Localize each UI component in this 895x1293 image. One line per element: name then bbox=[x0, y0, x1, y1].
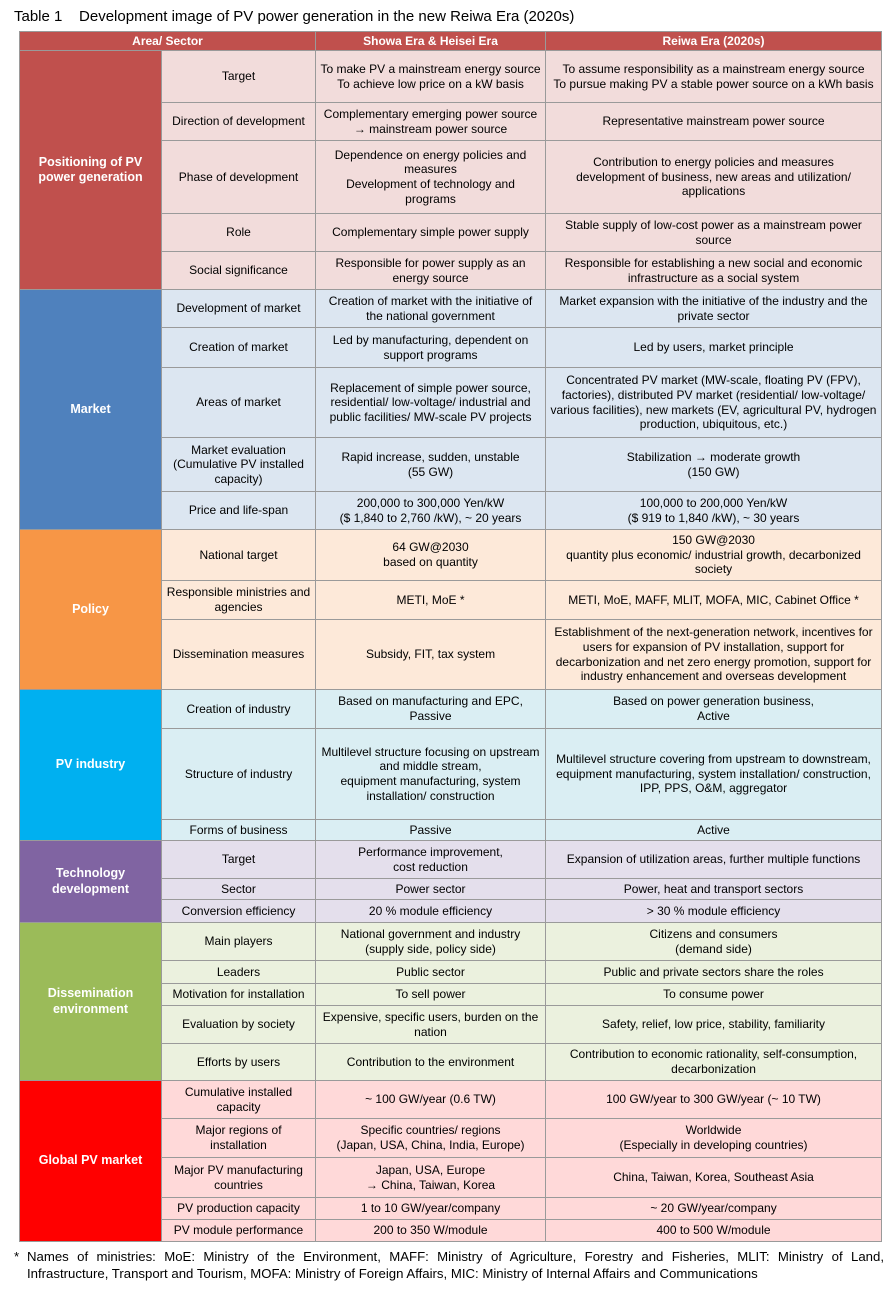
reiwa-cell bbox=[546, 328, 882, 368]
sector-cell bbox=[162, 841, 316, 879]
sector-cell-text: Target bbox=[221, 69, 256, 84]
showa-heisei-cell bbox=[316, 984, 546, 1006]
sector-cell bbox=[162, 252, 316, 290]
showa-heisei-cell bbox=[316, 1119, 546, 1158]
table-row bbox=[20, 690, 882, 729]
group-label-policy: Policy bbox=[20, 530, 162, 690]
showa-heisei-cell bbox=[316, 1198, 546, 1220]
reiwa-cell-text: > 30 % module efficiency bbox=[646, 903, 781, 918]
showa-heisei-cell-text: Dependence on energy policies and measures Development of technology and programs bbox=[334, 147, 527, 206]
footnote bbox=[14, 1248, 884, 1282]
reiwa-cell-text: To assume responsibility as a mainstream energy source To pursue making PV a stable power source on a kWh basis bbox=[553, 61, 874, 91]
reiwa-cell bbox=[546, 1198, 882, 1220]
sector-cell-text: Evaluation by society bbox=[182, 1017, 295, 1032]
showa-heisei-cell-text: Power sector bbox=[395, 881, 466, 896]
reiwa-cell-text: Worldwide (Especially in developing countries) bbox=[619, 1123, 808, 1152]
sector-cell bbox=[162, 1081, 316, 1119]
sector-cell bbox=[162, 530, 316, 581]
sector-cell bbox=[162, 879, 316, 900]
reiwa-cell-text: Expansion of utilization areas, further multiple functions bbox=[566, 852, 861, 867]
showa-heisei-cell bbox=[316, 1220, 546, 1242]
reiwa-cell-text: Responsible for establishing a new social and economic infrastructure as a social system bbox=[564, 255, 863, 285]
sector-cell-text: Motivation for installation bbox=[172, 987, 305, 1002]
sector-cell bbox=[162, 492, 316, 530]
pv-development-table bbox=[19, 31, 882, 1242]
showa-heisei-cell bbox=[316, 328, 546, 368]
sector-cell bbox=[162, 214, 316, 252]
sector-cell bbox=[162, 961, 316, 984]
table-row bbox=[20, 290, 882, 328]
sector-cell-text: Cumulative installed capacity bbox=[184, 1084, 293, 1114]
reiwa-cell bbox=[546, 984, 882, 1006]
sector-cell-text: Target bbox=[221, 852, 256, 867]
table-body bbox=[20, 51, 882, 1242]
table-row bbox=[20, 923, 882, 961]
sector-cell-text: Role bbox=[226, 225, 251, 240]
reiwa-cell bbox=[546, 492, 882, 530]
reiwa-cell bbox=[546, 438, 882, 492]
showa-heisei-cell-text: 200 to 350 W/module bbox=[373, 1223, 488, 1238]
sector-cell bbox=[162, 438, 316, 492]
sector-cell-text: Responsible ministries and agencies bbox=[166, 585, 311, 614]
showa-heisei-cell-text: Complementary simple power supply bbox=[332, 225, 529, 240]
sector-cell-text: Creation of industry bbox=[186, 701, 291, 716]
reiwa-cell bbox=[546, 530, 882, 581]
sector-cell-text: Creation of market bbox=[189, 340, 288, 355]
showa-heisei-cell bbox=[316, 530, 546, 581]
reiwa-cell bbox=[546, 1081, 882, 1119]
table-row bbox=[20, 51, 882, 103]
sector-cell bbox=[162, 820, 316, 841]
sector-cell bbox=[162, 900, 316, 923]
showa-heisei-cell-text: Complementary emerging power source → mainstream power source bbox=[323, 106, 538, 136]
showa-heisei-cell-text: Public sector bbox=[396, 964, 465, 979]
sector-cell-text: Social significance bbox=[189, 263, 288, 278]
showa-heisei-cell bbox=[316, 1081, 546, 1119]
showa-heisei-cell-text: 1 to 10 GW/year/company bbox=[360, 1201, 501, 1216]
group-label-market: Market bbox=[20, 290, 162, 530]
sector-cell-text: Structure of industry bbox=[184, 766, 293, 781]
sector-cell-text: Conversion efficiency bbox=[181, 903, 296, 918]
showa-heisei-cell bbox=[316, 1158, 546, 1198]
showa-heisei-cell-text: METI, MoE * bbox=[396, 592, 465, 607]
sector-cell-text: Major PV manufacturing countries bbox=[174, 1162, 303, 1192]
showa-heisei-cell bbox=[316, 961, 546, 984]
reiwa-cell bbox=[546, 690, 882, 729]
showa-heisei-cell-text: Responsible for power supply as an energy source bbox=[335, 255, 526, 285]
showa-heisei-cell-text: National government and industry (supply side, policy side) bbox=[340, 926, 521, 956]
reiwa-cell-text: Contribution to energy policies and measures development of business, new areas and utilization/ applications bbox=[576, 155, 851, 199]
reiwa-cell bbox=[546, 103, 882, 141]
reiwa-cell-text: ~ 20 GW/year/company bbox=[650, 1201, 777, 1216]
sector-cell bbox=[162, 1198, 316, 1220]
reiwa-cell-text: Multilevel structure covering from upstream to downstream, equipment manufacturing, system installation/ construction, IPP, PPS, O&M, aggregator bbox=[556, 752, 871, 796]
showa-heisei-cell bbox=[316, 581, 546, 620]
showa-heisei-cell-text: 64 GW@2030 based on quantity bbox=[383, 540, 478, 569]
reiwa-cell bbox=[546, 1119, 882, 1158]
showa-heisei-cell-text: Rapid increase, sudden, unstable (55 GW) bbox=[341, 449, 520, 479]
sector-cell-text: PV module performance bbox=[173, 1223, 304, 1238]
sector-cell-text: Areas of market bbox=[196, 395, 281, 410]
sector-cell-text: Market evaluation (Cumulative PV installed capacity) bbox=[173, 442, 304, 486]
reiwa-cell bbox=[546, 368, 882, 438]
reiwa-cell bbox=[546, 841, 882, 879]
showa-heisei-cell-text: Passive bbox=[409, 822, 452, 837]
sector-cell-text: Price and life-span bbox=[188, 503, 289, 518]
reiwa-cell bbox=[546, 51, 882, 103]
sector-cell-text: National target bbox=[199, 547, 278, 562]
sector-cell bbox=[162, 729, 316, 820]
showa-heisei-cell bbox=[316, 141, 546, 214]
showa-heisei-cell bbox=[316, 820, 546, 841]
reiwa-cell bbox=[546, 900, 882, 923]
sector-cell bbox=[162, 1006, 316, 1044]
showa-heisei-cell-text: To make PV a mainstream energy source To achieve low price on a kW basis bbox=[320, 61, 541, 91]
sector-cell bbox=[162, 620, 316, 690]
showa-heisei-cell bbox=[316, 252, 546, 290]
sector-cell-text: Dissemination measures bbox=[172, 647, 305, 662]
reiwa-cell-text: Concentrated PV market (MW-scale, floating PV (FPV), factories), distributed PV market (residential/ low-voltage/ various facilities), new markets (EV, agricultural PV, hydrogen production, ubiquitous, etc.) bbox=[550, 373, 877, 432]
showa-heisei-cell bbox=[316, 51, 546, 103]
group-label-positioning: Positioning of PV power generation bbox=[20, 51, 162, 290]
showa-heisei-cell bbox=[316, 438, 546, 492]
showa-heisei-cell bbox=[316, 620, 546, 690]
showa-heisei-cell-text: Contribution to the environment bbox=[346, 1054, 515, 1069]
footnote-mark: * bbox=[14, 1249, 20, 1264]
reiwa-cell bbox=[546, 290, 882, 328]
reiwa-cell-text: Stable supply of low-cost power as a mainstream power source bbox=[565, 217, 862, 247]
showa-heisei-cell-text: 200,000 to 300,000 Yen/kW ($ 1,840 to 2,760 /kW), ~ 20 years bbox=[339, 495, 522, 525]
sector-cell bbox=[162, 51, 316, 103]
reiwa-cell bbox=[546, 1044, 882, 1081]
sector-cell bbox=[162, 581, 316, 620]
sector-cell-text: PV production capacity bbox=[177, 1201, 300, 1216]
reiwa-cell-text: Based on power generation business, Active bbox=[613, 694, 814, 723]
reiwa-cell bbox=[546, 923, 882, 961]
sector-cell-text: Forms of business bbox=[189, 822, 288, 837]
group-label-technology: Technology development bbox=[20, 841, 162, 923]
sector-cell bbox=[162, 1044, 316, 1081]
sector-cell-text: Main players bbox=[204, 934, 273, 949]
sector-cell-text: Direction of development bbox=[172, 114, 305, 129]
header-showa-heisei: Showa Era & Heisei Era bbox=[316, 32, 546, 51]
reiwa-cell bbox=[546, 141, 882, 214]
showa-heisei-cell bbox=[316, 492, 546, 530]
reiwa-cell bbox=[546, 879, 882, 900]
sector-cell-text: Development of market bbox=[176, 301, 301, 316]
reiwa-cell bbox=[546, 581, 882, 620]
reiwa-cell bbox=[546, 214, 882, 252]
reiwa-cell-text: 400 to 500 W/module bbox=[656, 1223, 771, 1238]
showa-heisei-cell bbox=[316, 1044, 546, 1081]
showa-heisei-cell-text: Replacement of simple power source, residential/ low-voltage/ industrial and public facilities/ MW-scale PV projects bbox=[329, 380, 532, 424]
sector-cell-text: Phase of development bbox=[178, 169, 299, 184]
reiwa-cell bbox=[546, 1220, 882, 1242]
showa-heisei-cell-text: Based on manufacturing and EPC, Passive bbox=[338, 694, 523, 723]
header-area-sector: Area/ Sector bbox=[20, 32, 316, 51]
reiwa-cell-text: Stabilization → moderate growth (150 GW) bbox=[626, 449, 801, 479]
showa-heisei-cell-text: Specific countries/ regions (Japan, USA, China, India, Europe) bbox=[336, 1123, 525, 1152]
showa-heisei-cell bbox=[316, 900, 546, 923]
table-row bbox=[20, 530, 882, 581]
footnote-text: Names of ministries: MoE: Ministry of the Environment, MAFF: Ministry of Agriculture, Forestry and Fisheries, MLIT: Ministry of Land, Infrastructure, Transport and Tourism, MOFA: Ministry of Foreign Affairs, MIC: Ministry of Internal Affairs and Communications bbox=[27, 1249, 884, 1281]
sector-cell bbox=[162, 1119, 316, 1158]
reiwa-cell bbox=[546, 820, 882, 841]
reiwa-cell-text: China, Taiwan, Korea, Southeast Asia bbox=[613, 1170, 814, 1185]
showa-heisei-cell bbox=[316, 923, 546, 961]
reiwa-cell bbox=[546, 252, 882, 290]
showa-heisei-cell bbox=[316, 879, 546, 900]
reiwa-cell bbox=[546, 961, 882, 984]
sector-cell bbox=[162, 368, 316, 438]
reiwa-cell-text: 100 GW/year to 300 GW/year (~ 10 TW) bbox=[606, 1092, 821, 1107]
sector-cell bbox=[162, 690, 316, 729]
showa-heisei-cell-text: Creation of market with the initiative of the national government bbox=[328, 293, 533, 323]
showa-heisei-cell-text: Led by manufacturing, dependent on support programs bbox=[332, 332, 529, 362]
header-reiwa: Reiwa Era (2020s) bbox=[546, 32, 882, 51]
group-label-dissemination: Dissemination environment bbox=[20, 923, 162, 1081]
showa-heisei-cell bbox=[316, 290, 546, 328]
reiwa-cell-text: Power, heat and transport sectors bbox=[623, 881, 804, 896]
showa-heisei-cell bbox=[316, 103, 546, 141]
sector-cell-text: Major regions of installation bbox=[195, 1123, 282, 1152]
reiwa-cell bbox=[546, 1158, 882, 1198]
table-caption: Table 1 Development image of PV power generation in the new Reiwa Era (2020s) bbox=[14, 8, 575, 25]
reiwa-cell-text: Safety, relief, low price, stability, familiarity bbox=[602, 1017, 825, 1032]
reiwa-cell-text: Led by users, market principle bbox=[633, 340, 794, 355]
reiwa-cell-text: Representative mainstream power source bbox=[602, 114, 825, 129]
reiwa-cell-text: Contribution to economic rationality, self-consumption, decarbonization bbox=[569, 1047, 858, 1076]
sector-cell bbox=[162, 141, 316, 214]
showa-heisei-cell bbox=[316, 841, 546, 879]
table-row bbox=[20, 1081, 882, 1119]
showa-heisei-cell bbox=[316, 729, 546, 820]
reiwa-cell-text: To consume power bbox=[663, 987, 764, 1002]
reiwa-cell-text: 100,000 to 200,000 Yen/kW ($ 919 to 1,840 /kW), ~ 30 years bbox=[627, 495, 800, 525]
showa-heisei-cell-text: ~ 100 GW/year (0.6 TW) bbox=[365, 1092, 496, 1107]
showa-heisei-cell-text: 20 % module efficiency bbox=[368, 903, 493, 918]
showa-heisei-cell bbox=[316, 214, 546, 252]
header-row bbox=[20, 32, 882, 51]
sector-cell bbox=[162, 103, 316, 141]
group-label-global-market: Global PV market bbox=[20, 1081, 162, 1242]
table-row bbox=[20, 841, 882, 879]
sector-cell-text: Efforts by users bbox=[196, 1054, 281, 1069]
showa-heisei-cell-text: Japan, USA, Europe → China, Taiwan, Korea bbox=[365, 1162, 496, 1192]
showa-heisei-cell-text: Subsidy, FIT, tax system bbox=[365, 647, 496, 662]
sector-cell bbox=[162, 923, 316, 961]
reiwa-cell bbox=[546, 1006, 882, 1044]
reiwa-cell-text: METI, MoE, MAFF, MLIT, MOFA, MIC, Cabinet Office * bbox=[568, 592, 859, 607]
sector-cell-text: Leaders bbox=[216, 964, 261, 979]
reiwa-cell-text: Active bbox=[697, 822, 730, 837]
group-label-pv-industry: PV industry bbox=[20, 690, 162, 841]
sector-cell bbox=[162, 984, 316, 1006]
reiwa-cell-text: Establishment of the next-generation network, incentives for users for expansion of PV installation, support for decarbonization and net zero energy promotion, support for industry enhancement and overseas development bbox=[554, 625, 873, 684]
sector-cell bbox=[162, 328, 316, 368]
reiwa-cell bbox=[546, 620, 882, 690]
sector-cell-text: Sector bbox=[221, 881, 256, 896]
sector-cell bbox=[162, 1220, 316, 1242]
showa-heisei-cell-text: To sell power bbox=[395, 987, 466, 1002]
sector-cell bbox=[162, 1158, 316, 1198]
showa-heisei-cell bbox=[316, 1006, 546, 1044]
reiwa-cell-text: Public and private sectors share the roles bbox=[603, 964, 824, 979]
sector-cell bbox=[162, 290, 316, 328]
reiwa-cell-text: Citizens and consumers (demand side) bbox=[649, 926, 778, 956]
showa-heisei-cell-text: Expensive, specific users, burden on the nation bbox=[322, 1009, 539, 1039]
reiwa-cell-text: Market expansion with the initiative of the industry and the private sector bbox=[559, 293, 868, 323]
showa-heisei-cell bbox=[316, 690, 546, 729]
showa-heisei-cell-text: Multilevel structure focusing on upstream and middle stream, equipment manufacturing, system installation/ construction bbox=[321, 744, 540, 803]
showa-heisei-cell-text: Performance improvement, cost reduction bbox=[358, 844, 503, 874]
reiwa-cell-text: 150 GW@2030 quantity plus economic/ industrial growth, decarbonized society bbox=[566, 533, 861, 577]
reiwa-cell bbox=[546, 729, 882, 820]
showa-heisei-cell bbox=[316, 368, 546, 438]
